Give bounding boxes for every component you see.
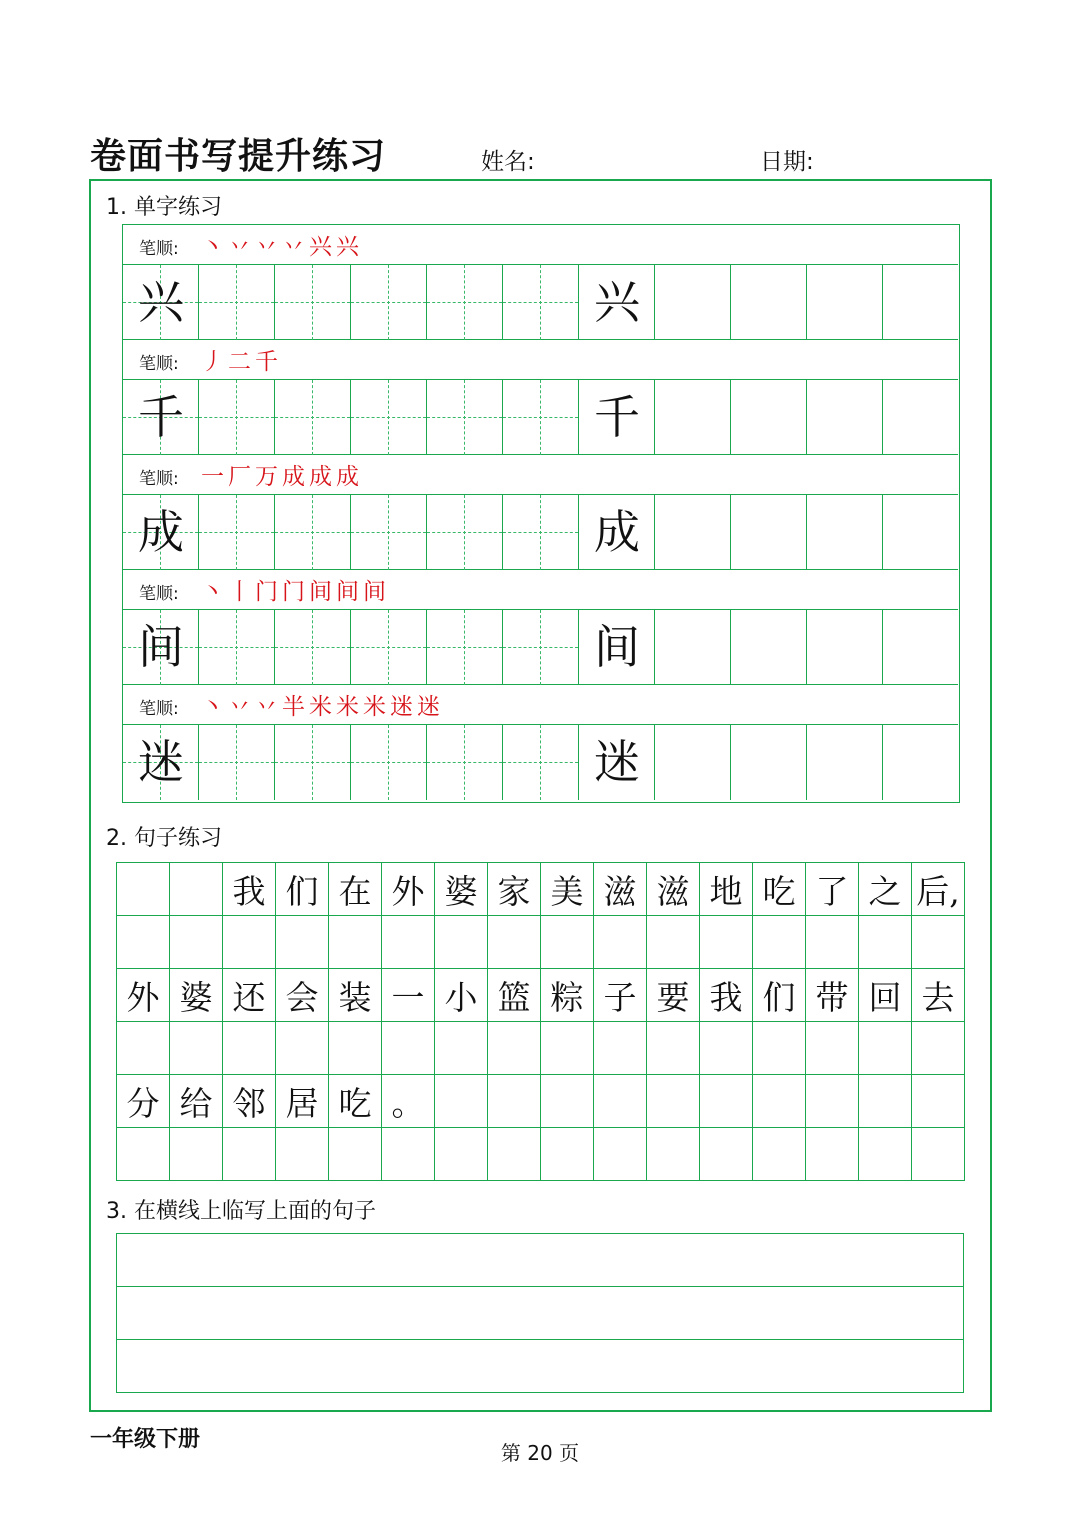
character-practice-row xyxy=(123,610,958,685)
sentence-cell[interactable] xyxy=(169,1074,223,1128)
sentence-cell[interactable] xyxy=(805,1074,859,1128)
practice-cell[interactable] xyxy=(351,725,427,800)
sentence-character: 邻 xyxy=(232,1083,266,1123)
character-practice-row xyxy=(123,495,958,570)
sentence-cell[interactable] xyxy=(116,1021,170,1075)
sentence-cell[interactable] xyxy=(752,968,806,1022)
stroke-step: 兴 xyxy=(309,234,336,260)
sentence-cell[interactable] xyxy=(911,1021,965,1075)
practice-cell[interactable] xyxy=(731,610,807,685)
sentence-cell[interactable] xyxy=(752,1127,806,1181)
sentence-cell[interactable] xyxy=(169,862,223,916)
sentence-cell[interactable] xyxy=(169,968,223,1022)
sentence-cell[interactable] xyxy=(593,1127,647,1181)
practice-cell[interactable] xyxy=(123,380,199,455)
sentence-cell[interactable] xyxy=(752,1074,806,1128)
stroke-sequence xyxy=(201,458,363,491)
sentence-cell[interactable] xyxy=(911,1074,965,1128)
sentence-character: 带 xyxy=(815,977,849,1017)
sentence-cell[interactable] xyxy=(540,862,594,916)
stroke-step: 丷 xyxy=(255,694,282,720)
stroke-step: 千 xyxy=(255,349,282,375)
reference-character: 千 xyxy=(594,390,640,444)
guide-line xyxy=(540,265,541,340)
practice-cell[interactable] xyxy=(351,610,427,685)
practice-cell[interactable] xyxy=(503,495,579,570)
practice-cell[interactable] xyxy=(807,380,883,455)
stroke-order-label: 笔顺: xyxy=(139,354,179,374)
grade-label: 一年级下册 xyxy=(90,1427,201,1452)
practice-cell[interactable] xyxy=(731,725,807,800)
sentence-cell[interactable] xyxy=(434,968,488,1022)
sentence-cell[interactable] xyxy=(646,1127,700,1181)
sentence-character: 们 xyxy=(285,871,319,911)
stroke-order-row xyxy=(123,340,958,380)
guide-line xyxy=(312,495,313,570)
stroke-order-label: 笔顺: xyxy=(139,469,179,489)
sentence-character: 篮 xyxy=(497,977,531,1017)
sentence-cell[interactable] xyxy=(116,1127,170,1181)
sentence-cell[interactable] xyxy=(805,915,859,969)
sentence-character: 滋 xyxy=(656,871,690,911)
sentence-cell[interactable] xyxy=(593,862,647,916)
section3-heading: 3. 在横线上临写上面的句子 xyxy=(106,1199,376,1224)
sentence-cell[interactable] xyxy=(858,862,912,916)
stroke-order-label: 笔顺: xyxy=(139,239,179,259)
sentence-cell[interactable] xyxy=(487,1127,541,1181)
sentence-character: 粽 xyxy=(550,977,584,1017)
practice-cell[interactable] xyxy=(579,495,655,570)
sentence-cell[interactable] xyxy=(328,915,382,969)
sentence-cell[interactable] xyxy=(805,1021,859,1075)
stroke-step: 二 xyxy=(228,349,255,375)
practice-cell[interactable] xyxy=(883,380,959,455)
practice-cell[interactable] xyxy=(503,265,579,340)
practice-cell[interactable] xyxy=(579,380,655,455)
sentence-cell[interactable] xyxy=(858,915,912,969)
stroke-step: 丶 xyxy=(201,234,228,260)
stroke-order-row xyxy=(123,685,958,725)
sentence-cell[interactable] xyxy=(434,862,488,916)
stroke-step: 米 xyxy=(363,694,390,720)
guide-line xyxy=(388,495,389,570)
model-character: 千 xyxy=(138,390,184,444)
guide-line xyxy=(464,725,465,800)
sentence-cell[interactable] xyxy=(699,968,753,1022)
sentence-cell[interactable] xyxy=(805,862,859,916)
sentence-character: 要 xyxy=(656,977,690,1017)
stroke-step: 丷 xyxy=(228,234,255,260)
stroke-step: 丷 xyxy=(228,694,255,720)
sentence-cell[interactable] xyxy=(275,1074,329,1128)
sentence-cell[interactable] xyxy=(593,1021,647,1075)
sentence-cell[interactable] xyxy=(699,1127,753,1181)
stroke-order-label: 笔顺: xyxy=(139,584,179,604)
stroke-step: 兴 xyxy=(336,234,363,260)
sentence-cell[interactable] xyxy=(222,968,276,1022)
stroke-step: 迷 xyxy=(417,694,444,720)
practice-cell[interactable] xyxy=(427,380,503,455)
sentence-cell[interactable] xyxy=(699,862,753,916)
copy-lines xyxy=(116,1233,964,1393)
model-character: 间 xyxy=(138,620,184,674)
sentence-character: 在 xyxy=(338,871,372,911)
sentence-character: 地 xyxy=(709,871,743,911)
sentence-cell[interactable] xyxy=(858,1127,912,1181)
section1-heading: 1. 单字练习 xyxy=(106,195,222,220)
sentence-cell[interactable] xyxy=(540,1074,594,1128)
stroke-step: 丶 xyxy=(201,694,228,720)
sentence-cell[interactable] xyxy=(540,968,594,1022)
guide-line xyxy=(464,610,465,685)
sentence-cell[interactable] xyxy=(752,915,806,969)
sentence-cell[interactable] xyxy=(487,915,541,969)
sentence-character: 滋 xyxy=(603,871,637,911)
guide-line xyxy=(312,380,313,455)
sentence-cell[interactable] xyxy=(222,1021,276,1075)
guide-line xyxy=(540,380,541,455)
practice-cell[interactable] xyxy=(731,380,807,455)
sentence-character: 会 xyxy=(285,977,319,1017)
sentence-cell[interactable] xyxy=(275,1021,329,1075)
practice-cell[interactable] xyxy=(123,725,199,800)
practice-cell[interactable] xyxy=(427,610,503,685)
sentence-cell[interactable] xyxy=(328,1127,382,1181)
practice-cell[interactable] xyxy=(199,495,275,570)
practice-cell[interactable] xyxy=(199,380,275,455)
practice-cell[interactable] xyxy=(427,265,503,340)
sentence-character: 分 xyxy=(126,1083,160,1123)
sentence-cell[interactable] xyxy=(540,1021,594,1075)
sentence-cell[interactable] xyxy=(275,968,329,1022)
sentence-cell[interactable] xyxy=(434,1021,488,1075)
sentence-cell[interactable] xyxy=(116,862,170,916)
stroke-step: 间 xyxy=(309,579,336,605)
practice-cell[interactable] xyxy=(199,265,275,340)
stroke-step: 间 xyxy=(336,579,363,605)
practice-cell[interactable] xyxy=(275,725,351,800)
sentence-character: 婆 xyxy=(179,977,213,1017)
stroke-step: 丨 xyxy=(228,579,255,605)
practice-cell[interactable] xyxy=(275,380,351,455)
practice-cell[interactable] xyxy=(579,265,655,340)
practice-cell[interactable] xyxy=(655,725,731,800)
sentence-cell[interactable] xyxy=(911,968,965,1022)
practice-cell[interactable] xyxy=(427,495,503,570)
stroke-step: 门 xyxy=(282,579,309,605)
sentence-character: 家 xyxy=(497,871,531,911)
guide-line xyxy=(464,265,465,340)
character-practice-row xyxy=(123,380,958,455)
sentence-cell[interactable] xyxy=(381,968,435,1022)
sentence-character: 我 xyxy=(232,871,266,911)
stroke-step: 半 xyxy=(282,694,309,720)
sentence-cell[interactable] xyxy=(381,862,435,916)
sentence-cell[interactable] xyxy=(381,1074,435,1128)
sentence-cell[interactable] xyxy=(222,862,276,916)
sentence-character: 我 xyxy=(709,977,743,1017)
sentence-character: 美 xyxy=(550,871,584,911)
stroke-step: 丷 xyxy=(255,234,282,260)
guide-line xyxy=(236,725,237,800)
practice-cell[interactable] xyxy=(883,265,959,340)
practice-cell[interactable] xyxy=(503,725,579,800)
sentence-cell[interactable] xyxy=(699,1021,753,1075)
sentence-cell[interactable] xyxy=(487,1021,541,1075)
sentence-character: 外 xyxy=(391,871,425,911)
sentence-cell[interactable] xyxy=(805,1127,859,1181)
practice-cell[interactable] xyxy=(351,495,427,570)
sentence-cell[interactable] xyxy=(434,1127,488,1181)
stroke-step: 米 xyxy=(309,694,336,720)
sentence-cell[interactable] xyxy=(858,968,912,1022)
practice-cell[interactable] xyxy=(579,725,655,800)
sentence-cell[interactable] xyxy=(434,1074,488,1128)
sentence-cell[interactable] xyxy=(328,1021,382,1075)
sentence-cell[interactable] xyxy=(169,1127,223,1181)
sentence-cell[interactable] xyxy=(646,862,700,916)
sentence-character: 们 xyxy=(762,977,796,1017)
date-label: 日期: xyxy=(760,149,814,175)
copy-line[interactable] xyxy=(117,1286,963,1287)
sentence-cell[interactable] xyxy=(275,1127,329,1181)
sentence-cell[interactable] xyxy=(646,915,700,969)
stroke-step: 万 xyxy=(255,464,282,490)
sentence-cell[interactable] xyxy=(275,915,329,969)
guide-line xyxy=(236,495,237,570)
guide-line xyxy=(540,725,541,800)
stroke-step: 成 xyxy=(336,464,363,490)
sentence-cell[interactable] xyxy=(222,1127,276,1181)
guide-line xyxy=(464,380,465,455)
guide-line xyxy=(540,495,541,570)
sentence-character: 吃 xyxy=(338,1083,372,1123)
sentence-character: 。 xyxy=(391,1083,425,1123)
practice-cell[interactable] xyxy=(807,610,883,685)
guide-line xyxy=(236,265,237,340)
sentence-cell[interactable] xyxy=(328,968,382,1022)
stroke-sequence xyxy=(201,343,282,376)
sentence-cell[interactable] xyxy=(275,862,329,916)
stroke-step: 成 xyxy=(309,464,336,490)
stroke-step: 成 xyxy=(282,464,309,490)
sentence-cell[interactable] xyxy=(434,915,488,969)
sentence-cell[interactable] xyxy=(487,1074,541,1128)
sentence-character: 还 xyxy=(232,977,266,1017)
sentence-cell[interactable] xyxy=(646,1074,700,1128)
stroke-order-row xyxy=(123,455,958,495)
reference-character: 间 xyxy=(594,620,640,674)
sentence-character: 子 xyxy=(603,977,637,1017)
sentence-cell[interactable] xyxy=(116,1074,170,1128)
sentence-cell[interactable] xyxy=(752,862,806,916)
guide-line xyxy=(388,265,389,340)
practice-cell[interactable] xyxy=(199,610,275,685)
sentence-character: 去 xyxy=(921,977,955,1017)
reference-character: 兴 xyxy=(594,275,640,329)
model-character: 迷 xyxy=(138,735,184,789)
section2-heading: 2. 句子练习 xyxy=(106,826,222,851)
stroke-step: 厂 xyxy=(228,464,255,490)
sentence-cell[interactable] xyxy=(699,915,753,969)
single-character-grid xyxy=(122,224,960,803)
practice-cell[interactable] xyxy=(883,725,959,800)
stroke-sequence xyxy=(201,228,363,261)
practice-cell[interactable] xyxy=(351,380,427,455)
practice-cell[interactable] xyxy=(351,265,427,340)
sentence-cell[interactable] xyxy=(593,1074,647,1128)
stroke-order-label: 笔顺: xyxy=(139,699,179,719)
sentence-character: 回 xyxy=(868,977,902,1017)
character-practice-row xyxy=(123,265,958,340)
sentence-character: 之 xyxy=(868,871,902,911)
practice-cell[interactable] xyxy=(731,495,807,570)
sentence-cell[interactable] xyxy=(646,968,700,1022)
sentence-cell[interactable] xyxy=(805,968,859,1022)
sentence-cell[interactable] xyxy=(699,1074,753,1128)
sentence-cell[interactable] xyxy=(593,915,647,969)
stroke-step: 迷 xyxy=(390,694,417,720)
sentence-cell[interactable] xyxy=(487,862,541,916)
reference-character: 迷 xyxy=(594,735,640,789)
sentence-character: 后, xyxy=(916,871,960,911)
guide-line xyxy=(312,610,313,685)
sentence-character: 外 xyxy=(126,977,160,1017)
sentence-character: 一 xyxy=(391,977,425,1017)
sentence-cell[interactable] xyxy=(911,915,965,969)
practice-cell[interactable] xyxy=(123,610,199,685)
stroke-step: 门 xyxy=(255,579,282,605)
sentence-cell[interactable] xyxy=(169,915,223,969)
guide-line xyxy=(388,610,389,685)
sentence-cell[interactable] xyxy=(328,862,382,916)
guide-line xyxy=(312,725,313,800)
guide-line xyxy=(236,380,237,455)
sentence-cell[interactable] xyxy=(381,915,435,969)
practice-cell[interactable] xyxy=(655,265,731,340)
sentence-cell[interactable] xyxy=(540,1127,594,1181)
stroke-step: 间 xyxy=(363,579,390,605)
reference-character: 成 xyxy=(594,505,640,559)
practice-cell[interactable] xyxy=(655,610,731,685)
sentence-cell[interactable] xyxy=(911,862,965,916)
model-character: 成 xyxy=(138,505,184,559)
character-practice-row xyxy=(123,725,958,800)
practice-cell[interactable] xyxy=(731,265,807,340)
sentence-cell[interactable] xyxy=(593,968,647,1022)
sentence-character: 居 xyxy=(285,1083,319,1123)
sentence-character: 小 xyxy=(444,977,478,1017)
practice-cell[interactable] xyxy=(655,495,731,570)
guide-line xyxy=(464,495,465,570)
stroke-step: 丷 xyxy=(282,234,309,260)
sentence-cell[interactable] xyxy=(328,1074,382,1128)
sentence-grid xyxy=(116,862,964,1181)
practice-cell[interactable] xyxy=(275,495,351,570)
stroke-step: 一 xyxy=(201,464,228,490)
sentence-cell[interactable] xyxy=(487,968,541,1022)
sentence-character: 装 xyxy=(338,977,372,1017)
sentence-cell[interactable] xyxy=(169,1021,223,1075)
guide-line xyxy=(312,265,313,340)
sentence-cell[interactable] xyxy=(540,915,594,969)
practice-cell[interactable] xyxy=(807,725,883,800)
stroke-sequence xyxy=(201,573,390,606)
sentence-cell[interactable] xyxy=(381,1127,435,1181)
guide-line xyxy=(388,380,389,455)
sentence-cell[interactable] xyxy=(858,1021,912,1075)
practice-cell[interactable] xyxy=(883,610,959,685)
sentence-cell[interactable] xyxy=(858,1074,912,1128)
practice-cell[interactable] xyxy=(427,725,503,800)
stroke-sequence xyxy=(201,688,444,721)
practice-cell[interactable] xyxy=(199,725,275,800)
copy-line[interactable] xyxy=(117,1339,963,1340)
practice-cell[interactable] xyxy=(275,610,351,685)
page-title: 卷面书写提升练习 xyxy=(90,136,387,177)
sentence-cell[interactable] xyxy=(646,1021,700,1075)
stroke-order-row xyxy=(123,225,958,265)
practice-cell[interactable] xyxy=(655,380,731,455)
guide-line xyxy=(388,725,389,800)
practice-cell[interactable] xyxy=(579,610,655,685)
practice-cell[interactable] xyxy=(503,380,579,455)
sentence-cell[interactable] xyxy=(116,968,170,1022)
sentence-cell[interactable] xyxy=(752,1021,806,1075)
sentence-character: 吃 xyxy=(762,871,796,911)
practice-cell[interactable] xyxy=(275,265,351,340)
name-label: 姓名: xyxy=(481,149,535,175)
practice-cell[interactable] xyxy=(123,495,199,570)
practice-cell[interactable] xyxy=(503,610,579,685)
practice-cell[interactable] xyxy=(883,495,959,570)
sentence-character: 婆 xyxy=(444,871,478,911)
sentence-cell[interactable] xyxy=(911,1127,965,1181)
stroke-step: 米 xyxy=(336,694,363,720)
page-number: 第 20 页 xyxy=(500,1441,580,1465)
practice-cell[interactable] xyxy=(123,265,199,340)
guide-line xyxy=(236,610,237,685)
sentence-cell[interactable] xyxy=(381,1021,435,1075)
sentence-character: 给 xyxy=(179,1083,213,1123)
guide-line xyxy=(540,610,541,685)
practice-cell[interactable] xyxy=(807,495,883,570)
sentence-cell[interactable] xyxy=(222,915,276,969)
sentence-cell[interactable] xyxy=(222,1074,276,1128)
stroke-step: 丶 xyxy=(201,579,228,605)
stroke-order-row xyxy=(123,570,958,610)
sentence-character: 了 xyxy=(815,871,849,911)
model-character: 兴 xyxy=(138,275,184,329)
practice-cell[interactable] xyxy=(807,265,883,340)
stroke-step: 丿 xyxy=(201,349,228,375)
sentence-cell[interactable] xyxy=(116,915,170,969)
